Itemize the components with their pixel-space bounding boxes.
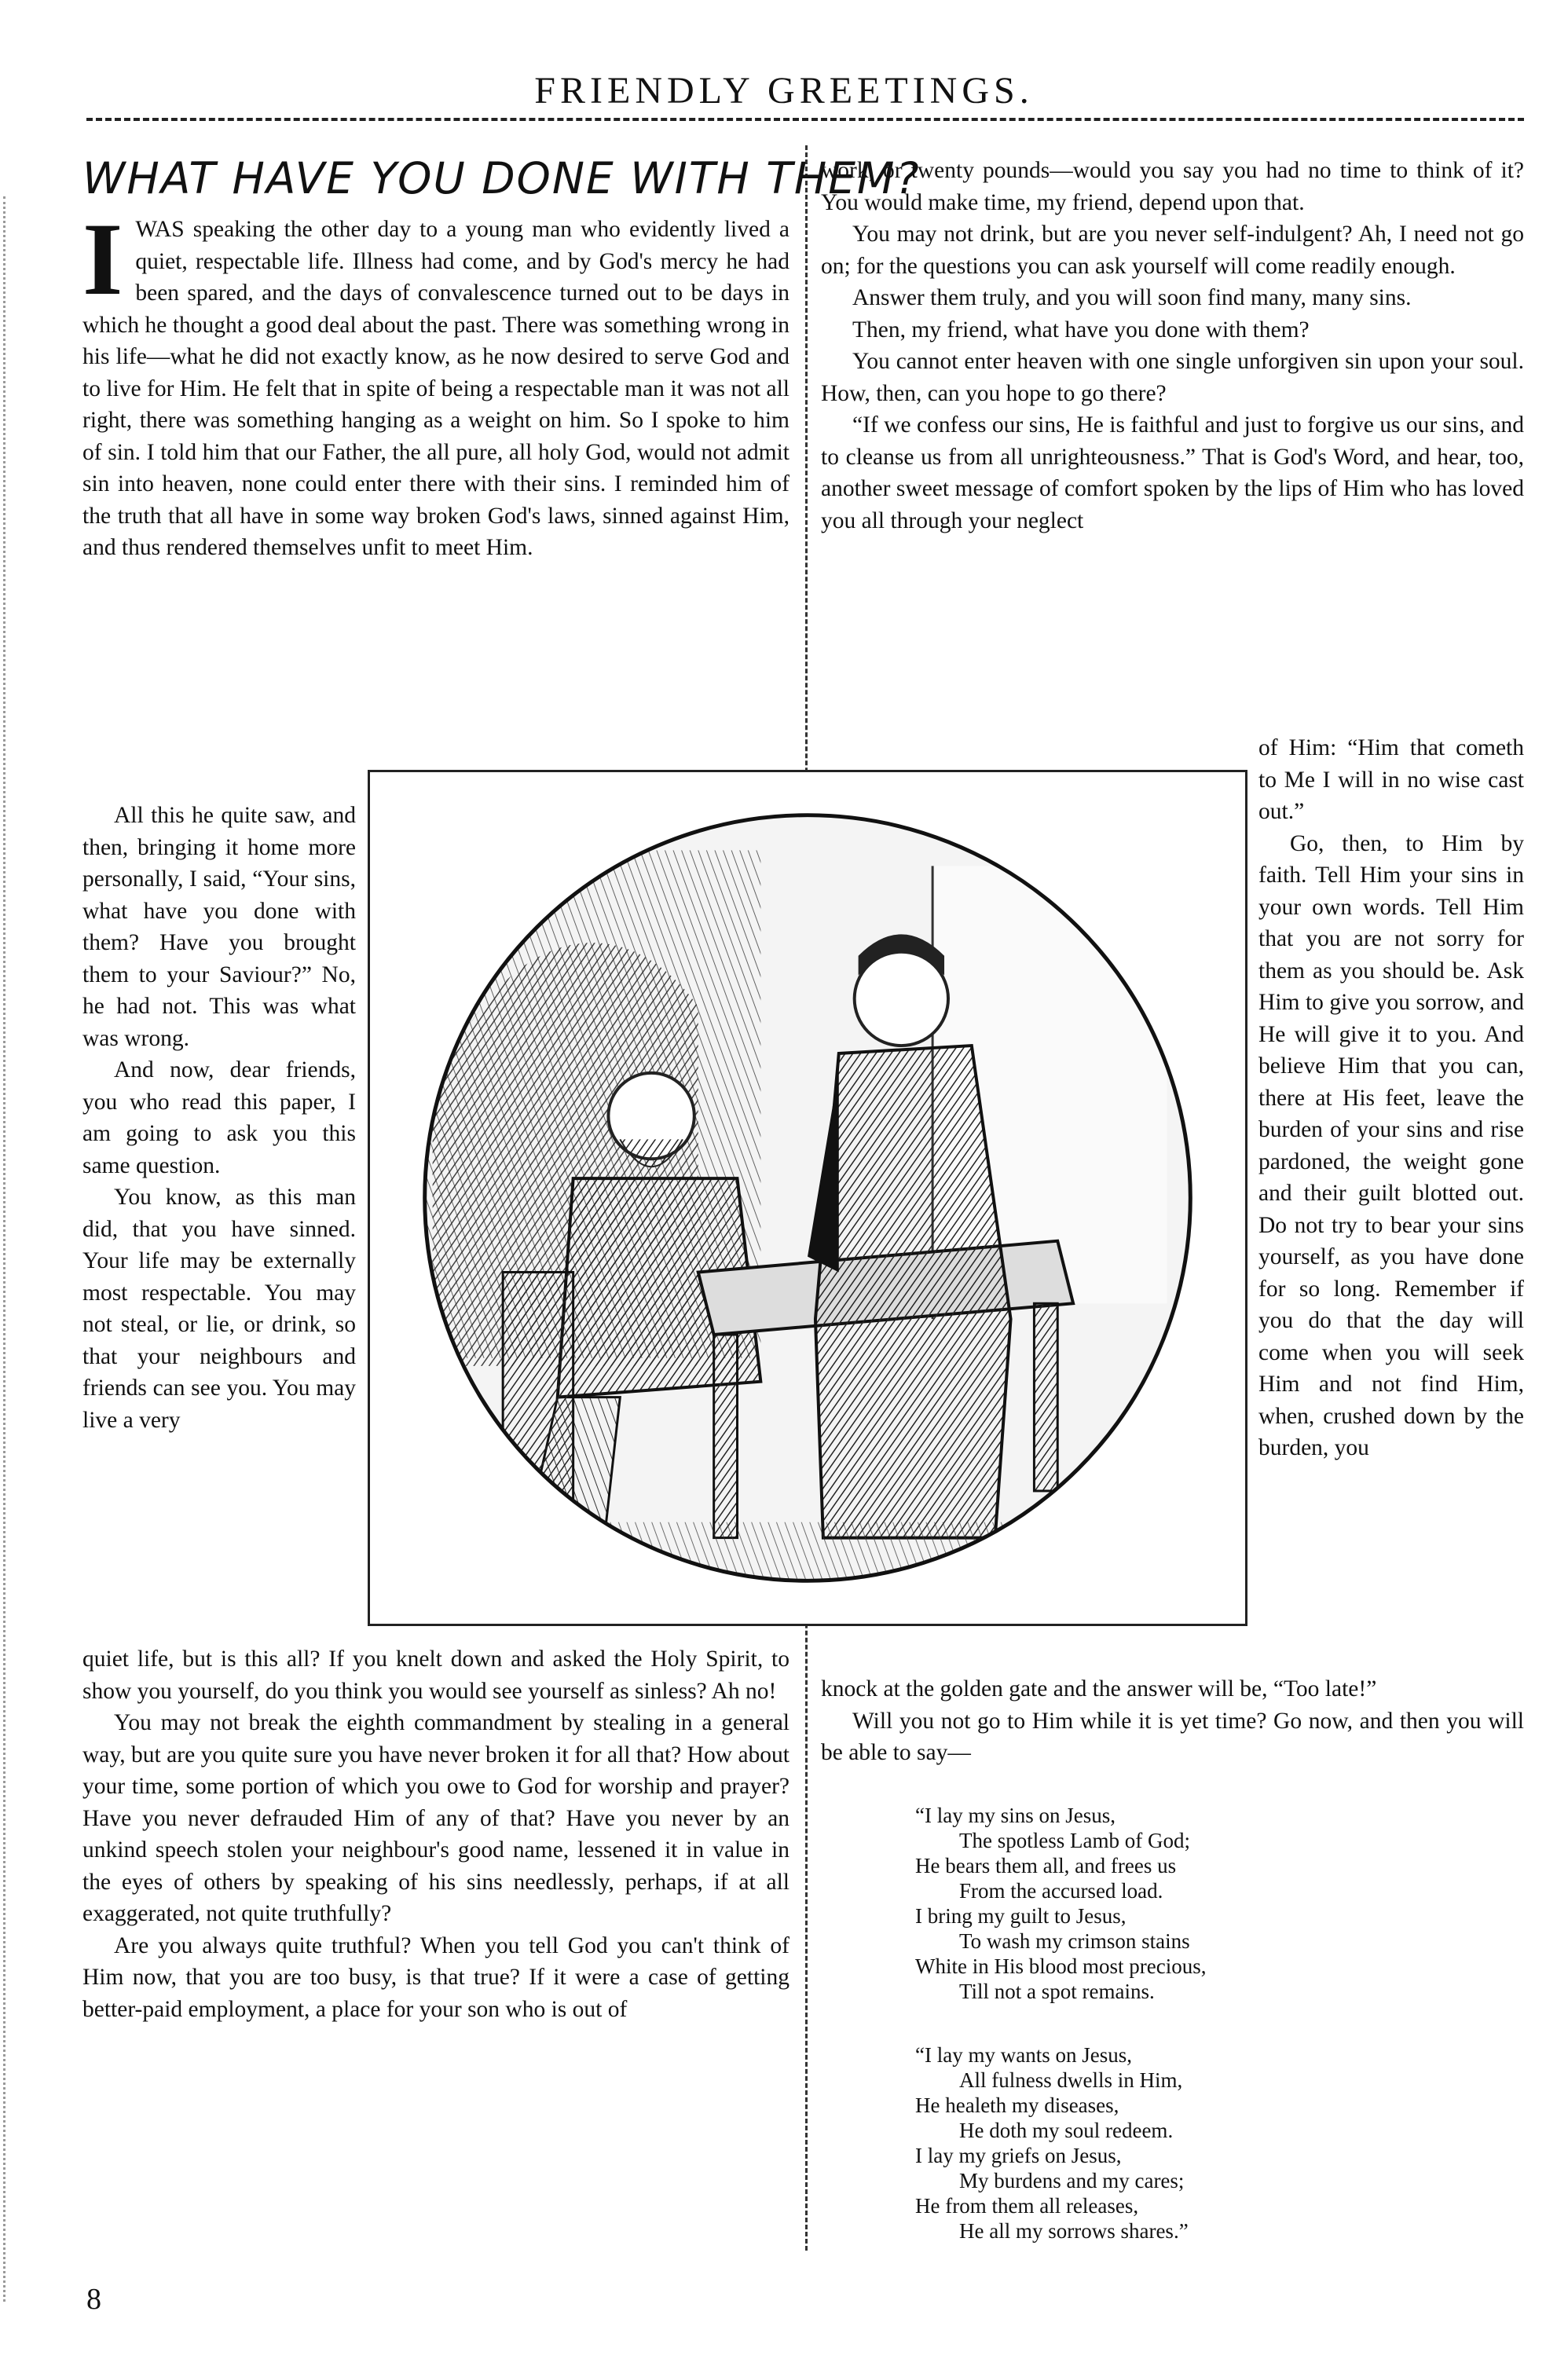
paragraph: All this he quite saw, and then, bringing it home more personally, I said, “Your sins, what have you done with them? Have you brought them to your Saviour?” No, he had not. This was what was wrong. [82, 803, 356, 1051]
poem-line: I bring my guilt to Jesus, [915, 1904, 1127, 1928]
paragraph: Go, then, to Him by faith. Tell Him your sins in your own words. Tell Him that you are not sorry for them as you should be. Ask Him to give you sorrow, and He will give it to you. And believe Him that you can, there at His feet, leave the burden of your sins and rise pardoned, the weight gone and their guilt blotted out. Do not try to bear your sins yourself, as you have done for so long. Remember if you do that the day will come when you will seek Him and not find Him, when, crushed down by the burden, you [1258, 830, 1524, 1460]
poem-line: From the accursed load. [959, 1879, 1163, 1903]
poem-line: To wash my crimson stains [959, 1929, 1190, 1953]
article-title: WHAT HAVE YOU DONE WITH THEM? [82, 153, 921, 203]
hymn-stanza-2 [915, 2042, 1189, 2244]
paragraph: knock at the golden gate and the answer will be, “Too late!” [821, 1676, 1377, 1701]
paragraph: Then, my friend, what have you done with them? [852, 317, 1310, 342]
paragraph: Answer them truly, and you will soon find many, many sins. [852, 285, 1412, 310]
paragraph: work, or twenty pounds—would you say you had no time to think of it? You would make time, my friend, depend upon that. [821, 158, 1524, 215]
poem-line: White in His blood most precious, [915, 1954, 1207, 1978]
paragraph: And now, dear friends, you who read this paper, I am going to ask you this same question. [82, 1057, 356, 1178]
paragraph: “If we confess our sins, He is faithful and just to forgive us our sins, and to cleanse us from all unrighteousness.” That is God's Word, and hear, too, another sweet message of comfort spoken by the lips of Him who has loved you all through your neglect [821, 412, 1524, 533]
poem-line: The spotless Lamb of God; [959, 1829, 1190, 1852]
poem-line: I lay my griefs on Jesus, [915, 2144, 1122, 2167]
paragraph: of Him: “Him that cometh to Me I will in no wise cast out.” [1258, 735, 1524, 824]
left-narrow-text [82, 800, 356, 1436]
hymn-stanza-1 [915, 1803, 1206, 2004]
right-top-text [821, 155, 1524, 537]
right-narrow-text [1258, 732, 1524, 1464]
header-rule [86, 118, 1524, 121]
opening-text: WAS speaking the other day to a young man who evidently lived a quiet, respectable life. Illness had come, and by God's mercy he had been spared, and the days of convalescence turned out to be days in which he thought a good deal about the past. There was something wrong in his life—what he did not exactly know, as he now desired to serve God and to live for Him. He felt that in spite of being a respectable man it was not all right, there was something hanging as a weight on him. So I spoke to him of sin. I told him that our Father, the all pure, all holy God, would not admit sin into heaven, none could enter there with their sins. I reminded him of the truth that all have in some way broken God's laws, sinned against Him, and thus rendered themselves unfit to meet Him. [82, 217, 789, 560]
page-number: 8 [86, 2283, 101, 2316]
poem-line: All fulness dwells in Him, [959, 2068, 1183, 2092]
paragraph: You cannot enter heaven with one single unforgiven sin upon your soul. How, then, can you hope to go there? [821, 349, 1524, 406]
poem-line: Till not a spot remains. [959, 1980, 1155, 2003]
paragraph: Will you not go to Him while it is yet time? Go now, and then you will be able to say— [821, 1708, 1524, 1765]
poem-line: He all my sorrows shares.” [959, 2219, 1189, 2243]
left-bottom-text [82, 1643, 789, 2025]
right-bottom-text [821, 1673, 1524, 1769]
paragraph: You may not break the eighth commandment by stealing in a general way, but are you quite sure you have never broken it for all that? How about your time, some portion of which you owe to God for worship and prayer? Have you never defrauded Him of any of that? Have you never by an unkind speech stolen your neighbour's good name, lessened it in value in the eyes of others by speaking of his sins needlessly, perhaps, if at all exaggerated, not quite truthfully? [82, 1710, 789, 1926]
scan-margin-marks [3, 196, 12, 2302]
paragraph: quiet life, but is this all? If you knelt down and asked the Holy Spirit, to show you yourself, do you think you would see yourself as sinless? Ah no! [82, 1647, 789, 1704]
engraving-illustration [368, 770, 1247, 1626]
poem-line: He from them all releases, [915, 2194, 1139, 2218]
running-header: FRIENDLY GREETINGS. [534, 70, 1034, 112]
paragraph: Are you always quite truthful? When you tell God you can't think of Him now, that you are too busy, is that true? If it were a case of getting better-paid employment, a place for your son who is out of [82, 1932, 789, 2022]
left-top-text [82, 201, 789, 564]
opening-paragraph [82, 201, 789, 564]
poem-line: “I lay my wants on Jesus, [915, 2043, 1132, 2067]
poem-line: My burdens and my cares; [959, 2169, 1185, 2192]
poem-line: “I lay my sins on Jesus, [915, 1804, 1116, 1827]
engraving-image [370, 772, 1245, 1624]
drop-cap: I [82, 201, 123, 317]
poem-line: He bears them all, and frees us [915, 1854, 1177, 1877]
poem-line: He healeth my diseases, [915, 2093, 1119, 2117]
paragraph: You know, as this man did, that you have sinned. Your life may be externally most respectable. You may not steal, or lie, or drink, so that your neighbours and friends can see you. You may live a very [82, 1185, 356, 1433]
poem-line: He doth my soul redeem. [959, 2119, 1174, 2142]
paragraph: You may not drink, but are you never self-indulgent? Ah, I need not go on; for the questions you can ask yourself will come readily enough. [821, 222, 1524, 279]
